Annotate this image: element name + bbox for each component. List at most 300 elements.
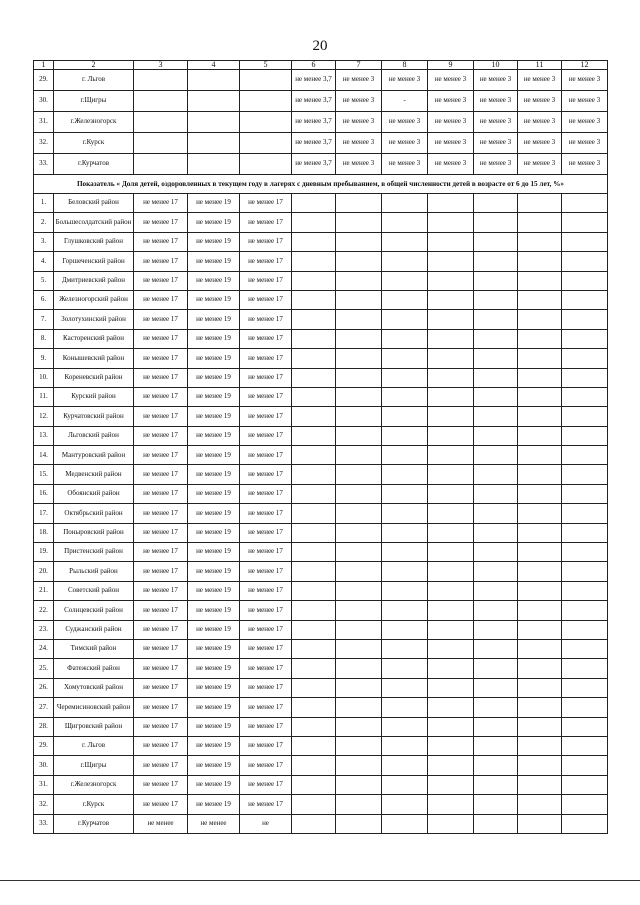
value-cell [428,310,474,329]
table-row [34,154,608,175]
value-cell: не менее 17 [240,368,292,387]
table-row [34,814,608,833]
row-number: 10. [34,368,54,387]
row-number: 29. [34,736,54,755]
value-cell [474,698,518,717]
row-name: г.Курчатов [54,814,134,833]
value-cell [336,194,382,213]
row-number: 28. [34,717,54,736]
value-cell: не менее 3 [382,112,428,133]
table-row [34,775,608,794]
value-cell [562,717,608,736]
value-cell: не менее 19 [188,349,240,368]
value-cell: не менее 19 [188,194,240,213]
value-cell: не менее 17 [240,484,292,503]
value-cell [474,504,518,523]
value-cell [428,368,474,387]
value-cell: не менее 17 [134,387,188,406]
value-cell [240,112,292,133]
column-header: 10 [474,61,518,70]
column-header: 4 [188,61,240,70]
table-row [34,465,608,484]
value-cell [474,543,518,562]
value-cell [382,484,428,503]
table-row [34,659,608,678]
value-cell: не менее 19 [188,678,240,697]
value-cell [518,368,562,387]
value-cell [382,465,428,484]
row-number: 31. [34,112,54,133]
value-cell [382,194,428,213]
row-number: 26. [34,678,54,697]
value-cell [292,446,336,465]
value-cell [562,465,608,484]
table-row [34,70,608,91]
row-number: 17. [34,504,54,523]
value-cell: не менее 17 [240,775,292,794]
value-cell [336,736,382,755]
row-name: г.Железногорск [54,775,134,794]
value-cell [518,698,562,717]
value-cell: не менее 3,7 [292,70,336,91]
value-cell [188,70,240,91]
row-number: 16. [34,484,54,503]
value-cell [518,717,562,736]
row-name: Дмитриевский район [54,271,134,290]
table-row [34,543,608,562]
value-cell: не менее 17 [134,659,188,678]
value-cell [474,484,518,503]
value-cell: не менее 17 [240,736,292,755]
row-name: Фатежский район [54,659,134,678]
value-cell [134,154,188,175]
value-cell: не менее 19 [188,387,240,406]
row-number: 3. [34,232,54,251]
value-cell [292,194,336,213]
value-cell: не менее 17 [134,446,188,465]
value-cell [428,504,474,523]
value-cell: не менее 19 [188,639,240,658]
value-cell [518,620,562,639]
value-cell [292,349,336,368]
value-cell [562,271,608,290]
value-cell: не менее 17 [134,601,188,620]
column-header: 11 [518,61,562,70]
value-cell: не менее 19 [188,581,240,600]
row-number: 29. [34,70,54,91]
value-cell: не менее 17 [240,271,292,290]
value-cell [474,620,518,639]
value-cell [382,252,428,271]
value-cell: не менее 19 [188,484,240,503]
table-row [34,601,608,620]
value-cell [518,349,562,368]
table-row [34,446,608,465]
table-row [34,620,608,639]
value-cell [292,659,336,678]
value-cell: не менее 17 [240,465,292,484]
value-cell [518,775,562,794]
value-cell [518,581,562,600]
value-cell [188,112,240,133]
value-cell: не менее 3 [474,112,518,133]
value-cell: не менее 17 [134,523,188,542]
value-cell: не менее 19 [188,271,240,290]
value-cell: не менее 17 [240,795,292,814]
value-cell [562,736,608,755]
value-cell [562,426,608,445]
value-cell [474,329,518,348]
value-cell: не менее 17 [240,639,292,658]
value-cell: не менее 17 [134,581,188,600]
table-row [34,91,608,112]
value-cell [428,426,474,445]
row-name: г. Льгов [54,736,134,755]
value-cell [336,795,382,814]
row-name: Касторенский район [54,329,134,348]
value-cell: не менее 3 [474,154,518,175]
table-row [34,581,608,600]
value-cell: не менее 17 [240,349,292,368]
value-cell: не менее 17 [240,756,292,775]
row-name: г.Щигры [54,91,134,112]
value-cell [562,523,608,542]
value-cell: не менее 17 [134,213,188,232]
table-row [34,232,608,251]
value-cell [428,659,474,678]
value-cell [336,717,382,736]
value-cell [518,523,562,542]
value-cell [382,271,428,290]
value-cell [474,290,518,309]
value-cell: не менее 17 [134,349,188,368]
value-cell: не менее [188,814,240,833]
value-cell: не менее 3 [336,70,382,91]
row-name: Золотухинский район [54,310,134,329]
row-name: г.Железногорск [54,112,134,133]
value-cell: не менее 17 [240,329,292,348]
value-cell [474,775,518,794]
value-cell [474,349,518,368]
value-cell [382,329,428,348]
row-number: 18. [34,523,54,542]
row-number: 33. [34,154,54,175]
value-cell: не менее 17 [240,213,292,232]
value-cell: не менее 17 [134,290,188,309]
value-cell [292,736,336,755]
value-cell: не менее 19 [188,232,240,251]
value-cell [336,349,382,368]
value-cell [474,523,518,542]
value-cell [518,795,562,814]
row-name: Хомутовский район [54,678,134,697]
table-row [34,562,608,581]
value-cell [562,232,608,251]
value-cell [518,504,562,523]
value-cell: - [382,91,428,112]
value-cell: не менее 17 [134,543,188,562]
value-cell [134,112,188,133]
value-cell: не менее 17 [134,717,188,736]
value-cell: не менее 17 [240,407,292,426]
value-cell [428,814,474,833]
row-name: Медвенский район [54,465,134,484]
value-cell: не менее 3 [562,112,608,133]
value-cell [382,543,428,562]
value-cell [518,562,562,581]
value-cell [292,795,336,814]
value-cell [474,407,518,426]
value-cell: не менее 19 [188,543,240,562]
value-cell [474,639,518,658]
table-row [34,504,608,523]
value-cell [292,620,336,639]
value-cell: не менее 3 [382,133,428,154]
table-row [34,523,608,542]
column-header: 8 [382,61,428,70]
row-name: Льговский район [54,426,134,445]
value-cell [292,465,336,484]
header-row [34,61,608,70]
value-cell: не менее 3 [562,154,608,175]
table-row [34,484,608,503]
value-cell [382,213,428,232]
value-cell [428,290,474,309]
row-name: Суджанский район [54,620,134,639]
column-header: 12 [562,61,608,70]
value-cell [562,213,608,232]
value-cell: не менее 17 [240,194,292,213]
value-cell [336,639,382,658]
row-name: г. Льгов [54,70,134,91]
value-cell: не [240,814,292,833]
value-cell [562,504,608,523]
value-cell [518,601,562,620]
value-cell [382,736,428,755]
value-cell: не менее 3 [518,112,562,133]
value-cell [336,756,382,775]
value-cell [562,678,608,697]
value-cell [382,659,428,678]
value-cell [518,446,562,465]
value-cell [382,795,428,814]
value-cell: не менее 19 [188,290,240,309]
value-cell [474,736,518,755]
row-number: 31. [34,775,54,794]
row-number: 6. [34,290,54,309]
value-cell [474,678,518,697]
value-cell [428,446,474,465]
value-cell: не менее 17 [134,271,188,290]
value-cell [382,407,428,426]
value-cell [474,562,518,581]
value-cell [292,213,336,232]
value-cell [382,717,428,736]
value-cell [474,756,518,775]
value-cell: не менее 17 [240,678,292,697]
row-number: 7. [34,310,54,329]
value-cell [336,213,382,232]
row-name: Рыльский район [54,562,134,581]
value-cell [562,252,608,271]
value-cell: не менее 17 [134,639,188,658]
value-cell: не менее 17 [134,775,188,794]
value-cell [336,329,382,348]
column-header: 1 [34,61,54,70]
row-number: 32. [34,795,54,814]
value-cell [292,543,336,562]
value-cell: не менее 3,7 [292,133,336,154]
row-name: Глушковский район [54,232,134,251]
value-cell [428,387,474,406]
row-name: Пристенский район [54,543,134,562]
value-cell [518,678,562,697]
value-cell [518,290,562,309]
value-cell: не менее 3 [382,70,428,91]
value-cell [292,775,336,794]
value-cell: не менее 3 [474,70,518,91]
value-cell [292,717,336,736]
value-cell [382,775,428,794]
value-cell: не менее 17 [134,698,188,717]
row-name: Советский район [54,581,134,600]
value-cell [562,581,608,600]
value-cell [382,504,428,523]
value-cell [562,756,608,775]
value-cell [518,387,562,406]
table-row [34,349,608,368]
value-cell [336,698,382,717]
row-name: Кореневский район [54,368,134,387]
table-row [34,426,608,445]
value-cell: не менее 3 [518,70,562,91]
value-cell [428,329,474,348]
value-cell [382,426,428,445]
value-cell: не менее 17 [240,387,292,406]
row-number: 30. [34,756,54,775]
value-cell: не менее 17 [240,426,292,445]
value-cell: не менее 3 [336,133,382,154]
value-cell: не менее 17 [134,756,188,775]
value-cell [562,407,608,426]
row-name: Поныровский район [54,523,134,542]
value-cell [336,678,382,697]
value-cell: не менее 19 [188,213,240,232]
value-cell [382,232,428,251]
value-cell [474,581,518,600]
value-cell [292,562,336,581]
value-cell [292,523,336,542]
column-header: 6 [292,61,336,70]
value-cell [428,213,474,232]
value-cell [428,271,474,290]
value-cell [292,387,336,406]
value-cell [562,484,608,503]
row-name: Большесолдатский район [54,213,134,232]
value-cell [518,736,562,755]
value-cell [428,349,474,368]
value-cell [336,310,382,329]
row-number: 8. [34,329,54,348]
value-cell [292,368,336,387]
value-cell [518,814,562,833]
value-cell [474,601,518,620]
table-row [34,271,608,290]
value-cell: не менее 19 [188,659,240,678]
value-cell: не менее 17 [240,310,292,329]
value-cell: не менее 17 [240,581,292,600]
value-cell [562,601,608,620]
section-title: Показатель « Доля детей, оздоровленных в текущем году в лагерях с дневным пребыванием, в общей численности детей в возрасте от 6 до 15 лет, %» [34,175,608,194]
row-name: Тимский район [54,639,134,658]
value-cell: не менее 19 [188,446,240,465]
value-cell: не менее 17 [240,717,292,736]
value-cell [382,639,428,658]
value-cell [336,659,382,678]
row-name: Железногорский район [54,290,134,309]
value-cell [336,387,382,406]
value-cell [336,775,382,794]
page-number: 20 [312,38,328,54]
value-cell: не менее 17 [240,232,292,251]
value-cell [562,562,608,581]
value-cell: не менее 19 [188,368,240,387]
value-cell [428,601,474,620]
value-cell [518,465,562,484]
value-cell: не менее 3 [474,133,518,154]
value-cell [292,504,336,523]
value-cell [474,387,518,406]
value-cell: не менее 19 [188,407,240,426]
value-cell: не менее 17 [134,465,188,484]
value-cell [518,194,562,213]
value-cell: не менее 17 [134,484,188,503]
value-cell [428,717,474,736]
value-cell [292,484,336,503]
value-cell: не менее 17 [240,601,292,620]
value-cell [518,426,562,445]
value-cell [518,310,562,329]
value-cell [382,698,428,717]
value-cell [428,252,474,271]
row-number: 27. [34,698,54,717]
value-cell: не менее 17 [134,329,188,348]
value-cell: не менее 17 [240,446,292,465]
value-cell [428,775,474,794]
value-cell [382,349,428,368]
value-cell [336,601,382,620]
value-cell [562,620,608,639]
value-cell [428,465,474,484]
value-cell: не менее 17 [134,252,188,271]
value-cell [382,368,428,387]
value-cell: не менее 17 [134,620,188,639]
value-cell: не менее 17 [240,504,292,523]
value-cell: не менее 3,7 [292,154,336,175]
value-cell [292,601,336,620]
value-cell: не менее 3 [336,112,382,133]
value-cell [240,133,292,154]
value-cell: не менее 19 [188,252,240,271]
value-cell [562,329,608,348]
value-cell: не менее 19 [188,698,240,717]
value-cell [428,756,474,775]
value-cell: не менее 17 [134,795,188,814]
value-cell: не менее 17 [134,194,188,213]
value-cell [474,271,518,290]
value-cell [474,717,518,736]
value-cell [382,387,428,406]
